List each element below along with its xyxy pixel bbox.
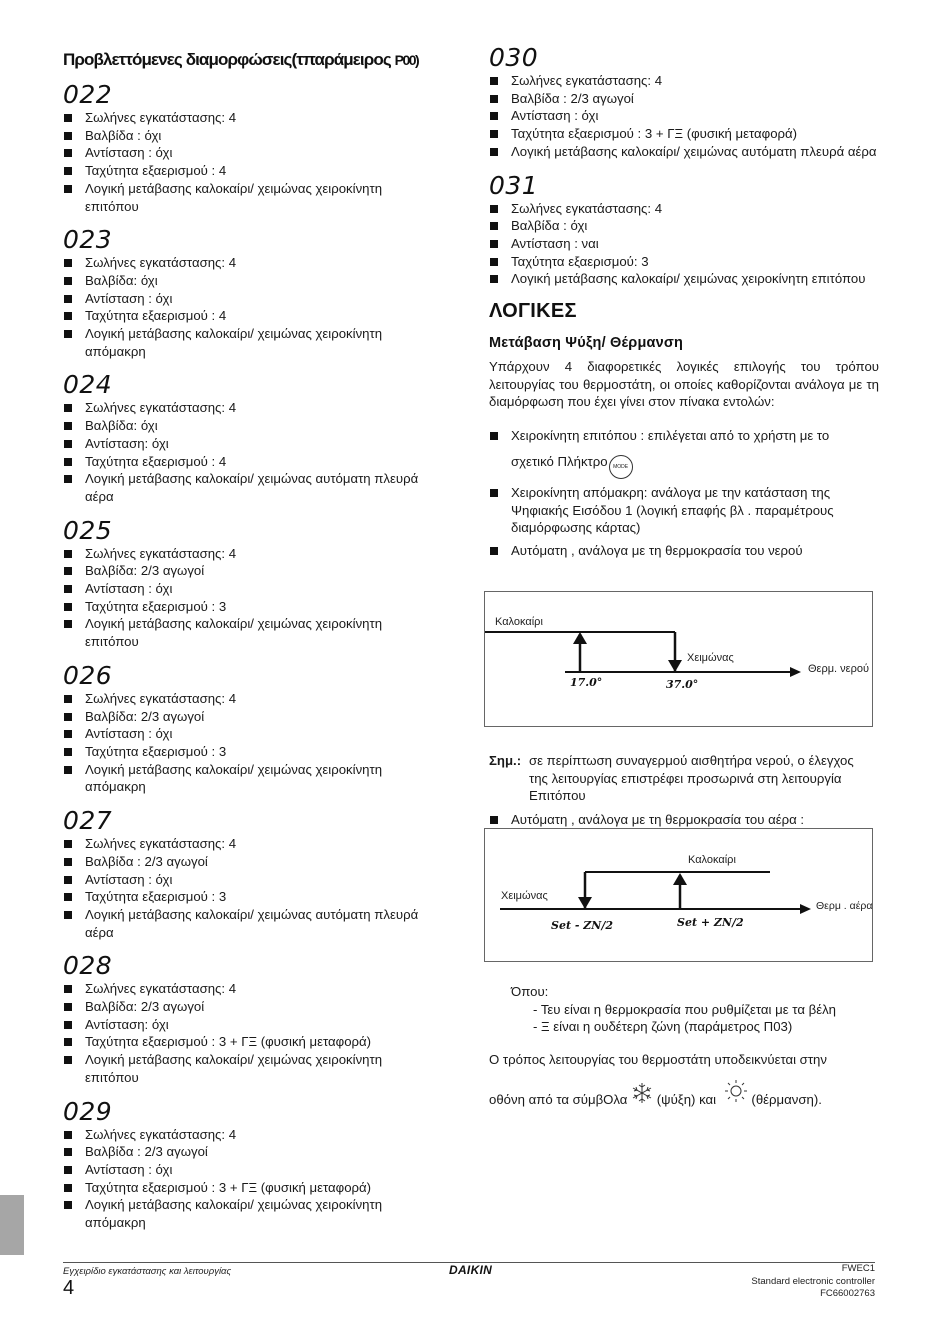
note-text: σε περίπτωση συναγερμού αισθητήρα νερού, ο έλεγχος της λειτουργίας επιστρέφει προσωρινά στη λειτουργία Επιτόπου — [529, 753, 854, 804]
config-item: Σωλήνες εγκατάστασης: 4 — [489, 72, 879, 90]
config-item: Σωλήνες εγκατάστασης: 4 — [63, 399, 433, 417]
config-code: 029 — [63, 1096, 113, 1126]
config-item: Αντίσταση : όχι — [63, 290, 433, 308]
where-title: Όπου: — [511, 984, 549, 999]
config-item: Σωλήνες εγκατάστασης: 4 — [63, 835, 433, 853]
config-code: 030 — [489, 43, 539, 72]
config-items — [63, 109, 433, 215]
logic-item-manual-local: Χειροκίνητη επιτόπου : επιλέγεται από το χρήστη με το σχετικό Πλήκτρο MODE — [489, 427, 879, 479]
config-items — [63, 690, 433, 796]
water-label-winter: Χειμώνας — [687, 652, 734, 664]
air-label-summer: Καλοκαίρι — [688, 854, 736, 866]
water-label-summer: Καλοκαίρι — [495, 616, 543, 628]
config-item: Αντίσταση: όχι — [63, 1016, 433, 1034]
water-temp-diagram — [484, 591, 873, 727]
footer-doc-info — [751, 1263, 875, 1301]
config-block-030 — [489, 43, 879, 161]
config-items — [63, 399, 433, 505]
config-item: Αντίσταση : ναι — [489, 235, 879, 253]
config-block-022 — [63, 80, 433, 215]
config-item: Βαλβίδα: όχι — [63, 272, 433, 290]
logic-item-auto-air: Αυτόματη , ανάλογα με τη θερμοκρασία του αέρα : — [489, 811, 879, 829]
page-number: 4 — [63, 1277, 75, 1299]
air-tick-low: Set - ZN/2 — [551, 919, 614, 932]
closing-line-2: οθόνη από τα σύμβΟλα (ψύξη) και (θέρμανση). — [489, 1079, 879, 1109]
config-block-027 — [63, 806, 433, 941]
right-column — [489, 43, 879, 565]
config-code: 025 — [63, 515, 113, 545]
footer-doc-code: FC66002763 — [820, 1288, 875, 1299]
config-block-026 — [63, 661, 433, 796]
config-item: Σωλήνες εγκατάστασης: 4 — [63, 254, 433, 272]
config-code: 031 — [489, 170, 539, 200]
snowflake-icon — [631, 1082, 653, 1104]
config-item: Λογική μετάβασης καλοκαίρι/ χειμώνας χειροκίνητη επιτόπου — [63, 1051, 433, 1086]
config-item: Σωλήνες εγκατάστασης: 4 — [489, 200, 879, 218]
brand-logo: DAIKIN — [449, 1263, 493, 1277]
config-item: Βαλβίδα : όχι — [63, 127, 433, 145]
config-items — [63, 980, 433, 1086]
config-item: Βαλβίδα: 2/3 αγωγοί — [63, 708, 433, 726]
config-item: Αντίσταση: όχι — [63, 435, 433, 453]
side-tab-marker — [0, 1195, 24, 1255]
where-item-zn: - Ξ είναι η ουδέτερη ζώνη (παράμετρος Π03) — [533, 1019, 793, 1035]
config-item: Βαλβίδα : 2/3 αγωγοί — [489, 90, 879, 108]
config-code: 022 — [63, 80, 113, 109]
sun-icon — [724, 1079, 748, 1103]
config-item: Ταχύτητα εξαερισμού: 3 — [489, 253, 879, 271]
config-code: 028 — [63, 951, 113, 981]
legend-where — [511, 983, 836, 1036]
page-title: Προβλεττόμενες διαμορφώσεις(τπαράμειρος P00) — [63, 50, 419, 69]
config-item: Σωλήνες εγκατάστασης: 4 — [63, 1126, 433, 1144]
config-item: Ταχύτητα εξαερισμού : 3 + ΓΞ (φυσική μεταφορά) — [63, 1033, 433, 1051]
section-title-logic: ΛΟΓΙΚΕΣ — [489, 300, 577, 323]
config-code: 024 — [63, 370, 113, 400]
config-item: Ταχύτητα εξαερισμού : 4 — [63, 307, 433, 325]
air-label-winter: Χειμώνας — [501, 890, 548, 902]
config-item: Βαλβίδα : 2/3 αγωγοί — [63, 853, 433, 871]
config-block-029 — [63, 1097, 433, 1232]
config-items — [63, 254, 433, 360]
config-item: Αντίσταση : όχι — [63, 144, 433, 162]
note — [489, 752, 875, 805]
intro-paragraph: Υπάρχουν 4 διαφορετικές λογικές επιλογής του τρόπου λειτουργίας του θερμοστάτη, οι οποίες καθορίζονται ανάλογα με τη διαμόρφωση που έχει γίνει στον πίνακα εντολών: — [489, 359, 879, 410]
right-configs — [489, 43, 879, 288]
config-block-024 — [63, 370, 433, 505]
config-item: Ταχύτητα εξαερισμού : 3 — [63, 888, 433, 906]
config-item: Ταχύτητα εξαερισμού : 3 + ΓΞ (φυσική μεταφορά) — [63, 1179, 433, 1197]
config-item: Βαλβίδα: 2/3 αγωγοί — [63, 998, 433, 1016]
config-item: Βαλβίδα : όχι — [489, 217, 879, 235]
footer-manual-title: Εγχειρίδιο εγκατάστασης και λειτουργίας — [63, 1266, 232, 1277]
closing-paragraph — [489, 1051, 879, 1108]
config-item: Αντίσταση : όχι — [63, 725, 433, 743]
subsection-title-switch: Μετάβαση Ψύξη/ Θέρμανση — [489, 335, 684, 352]
config-item: Λογική μετάβασης καλοκαίρι/ χειμώνας χειροκίνητη απόμακρη — [63, 1196, 433, 1231]
water-tick-high: 37.0° — [666, 678, 699, 691]
config-block-023 — [63, 225, 433, 360]
air-axis-label: Θερμ . αέρα — [816, 900, 873, 912]
logic-item-auto-water: Αυτόματη , ανάλογα με τη θερμοκρασία του νερού — [489, 542, 879, 560]
config-item: Ταχύτητα εξαερισμού : 3 — [63, 743, 433, 761]
config-code: 023 — [63, 225, 113, 255]
footer-model: FWEC1 — [841, 1263, 875, 1274]
config-item: Λογική μετάβασης καλοκαίρι/ χειμώνας χειροκίνητη επιτόπου — [63, 615, 433, 650]
air-temp-diagram — [484, 828, 873, 962]
mode-key-icon: MODE — [609, 455, 633, 479]
config-item: Βαλβίδα : 2/3 αγωγοί — [63, 1143, 433, 1161]
config-item: Λογική μετάβασης καλοκαίρι/ χειμώνας χειροκίνητη επιτόπου — [63, 180, 433, 215]
config-item: Λογική μετάβασης καλοκαίρι/ χειμώνας αυτόματη πλευρά αέρα — [63, 906, 433, 941]
config-item: Ταχύτητα εξαερισμού : 4 — [63, 162, 433, 180]
water-axis-label: Θερμ. νερού — [808, 663, 869, 675]
left-column — [63, 80, 433, 1242]
config-item: Σωλήνες εγκατάστασης: 4 — [63, 545, 433, 563]
config-block-031 — [489, 171, 879, 289]
config-items — [63, 835, 433, 941]
config-item: Λογική μετάβασης καλοκαίρι/ χειμώνας αυτόματη πλευρά αέρα — [63, 470, 433, 505]
config-item: Βαλβίδα: 2/3 αγωγοί — [63, 562, 433, 580]
config-code: 026 — [63, 660, 113, 690]
config-items — [63, 545, 433, 651]
config-item: Βαλβίδα: όχι — [63, 417, 433, 435]
where-item-set: - Τευ είναι η θερμοκρασία που ρυθμίζεται με τα βέλη — [533, 1001, 836, 1017]
config-item: Σωλήνες εγκατάστασης: 4 — [63, 109, 433, 127]
closing-line-1: Ο τρόπος λειτουργίας του θερμοστάτη υποδεικνύεται στην — [489, 1052, 827, 1067]
config-items — [489, 200, 879, 289]
config-item: Αντίσταση : όχι — [63, 871, 433, 889]
config-block-028 — [63, 951, 433, 1086]
logic-item-manual-remote: Χειροκίνητη απόμακρη: ανάλογα με την κατάσταση της Ψηφιακής Εισόδου 1 (λογική επαφής βλ . παραμέτρους διαμόρφωσης κάρτας) — [489, 484, 879, 537]
config-item: Ταχύτητα εξαερισμού : 3 + ΓΞ (φυσική μεταφορά) — [489, 125, 879, 143]
config-item: Ταχύτητα εξαερισμού : 3 — [63, 598, 433, 616]
config-item: Αντίσταση : όχι — [63, 1161, 433, 1179]
config-item: Αντίσταση : όχι — [63, 580, 433, 598]
config-item: Λογική μετάβασης καλοκαίρι/ χειμώνας χειροκίνητη απόμακρη — [63, 761, 433, 796]
water-temp-diagram-graphic — [485, 592, 874, 728]
config-items — [489, 72, 879, 161]
config-item: Λογική μετάβασης καλοκαίρι/ χειμώνας χειροκίνητη απόμακρη — [63, 325, 433, 360]
footer-product: Standard electronic controller — [751, 1275, 875, 1287]
config-item: Λογική μετάβασης καλοκαίρι/ χειμώνας αυτόματη πλευρά αέρα — [489, 143, 879, 161]
config-item: Σωλήνες εγκατάστασης: 4 — [63, 690, 433, 708]
config-item: Σωλήνες εγκατάστασης: 4 — [63, 980, 433, 998]
logic-list — [489, 427, 879, 560]
config-item: Αντίσταση : όχι — [489, 107, 879, 125]
note-label: Σημ.: — [489, 753, 522, 768]
config-item: Ταχύτητα εξαερισμού : 4 — [63, 453, 433, 471]
water-tick-low: 17.0° — [570, 676, 603, 689]
config-block-025 — [63, 516, 433, 651]
config-items — [63, 1126, 433, 1232]
config-code: 027 — [63, 806, 113, 836]
config-item: Λογική μετάβασης καλοκαίρι/ χειμώνας χειροκίνητη επιτόπου — [489, 270, 879, 288]
air-tick-high: Set + ZN/2 — [677, 916, 744, 929]
